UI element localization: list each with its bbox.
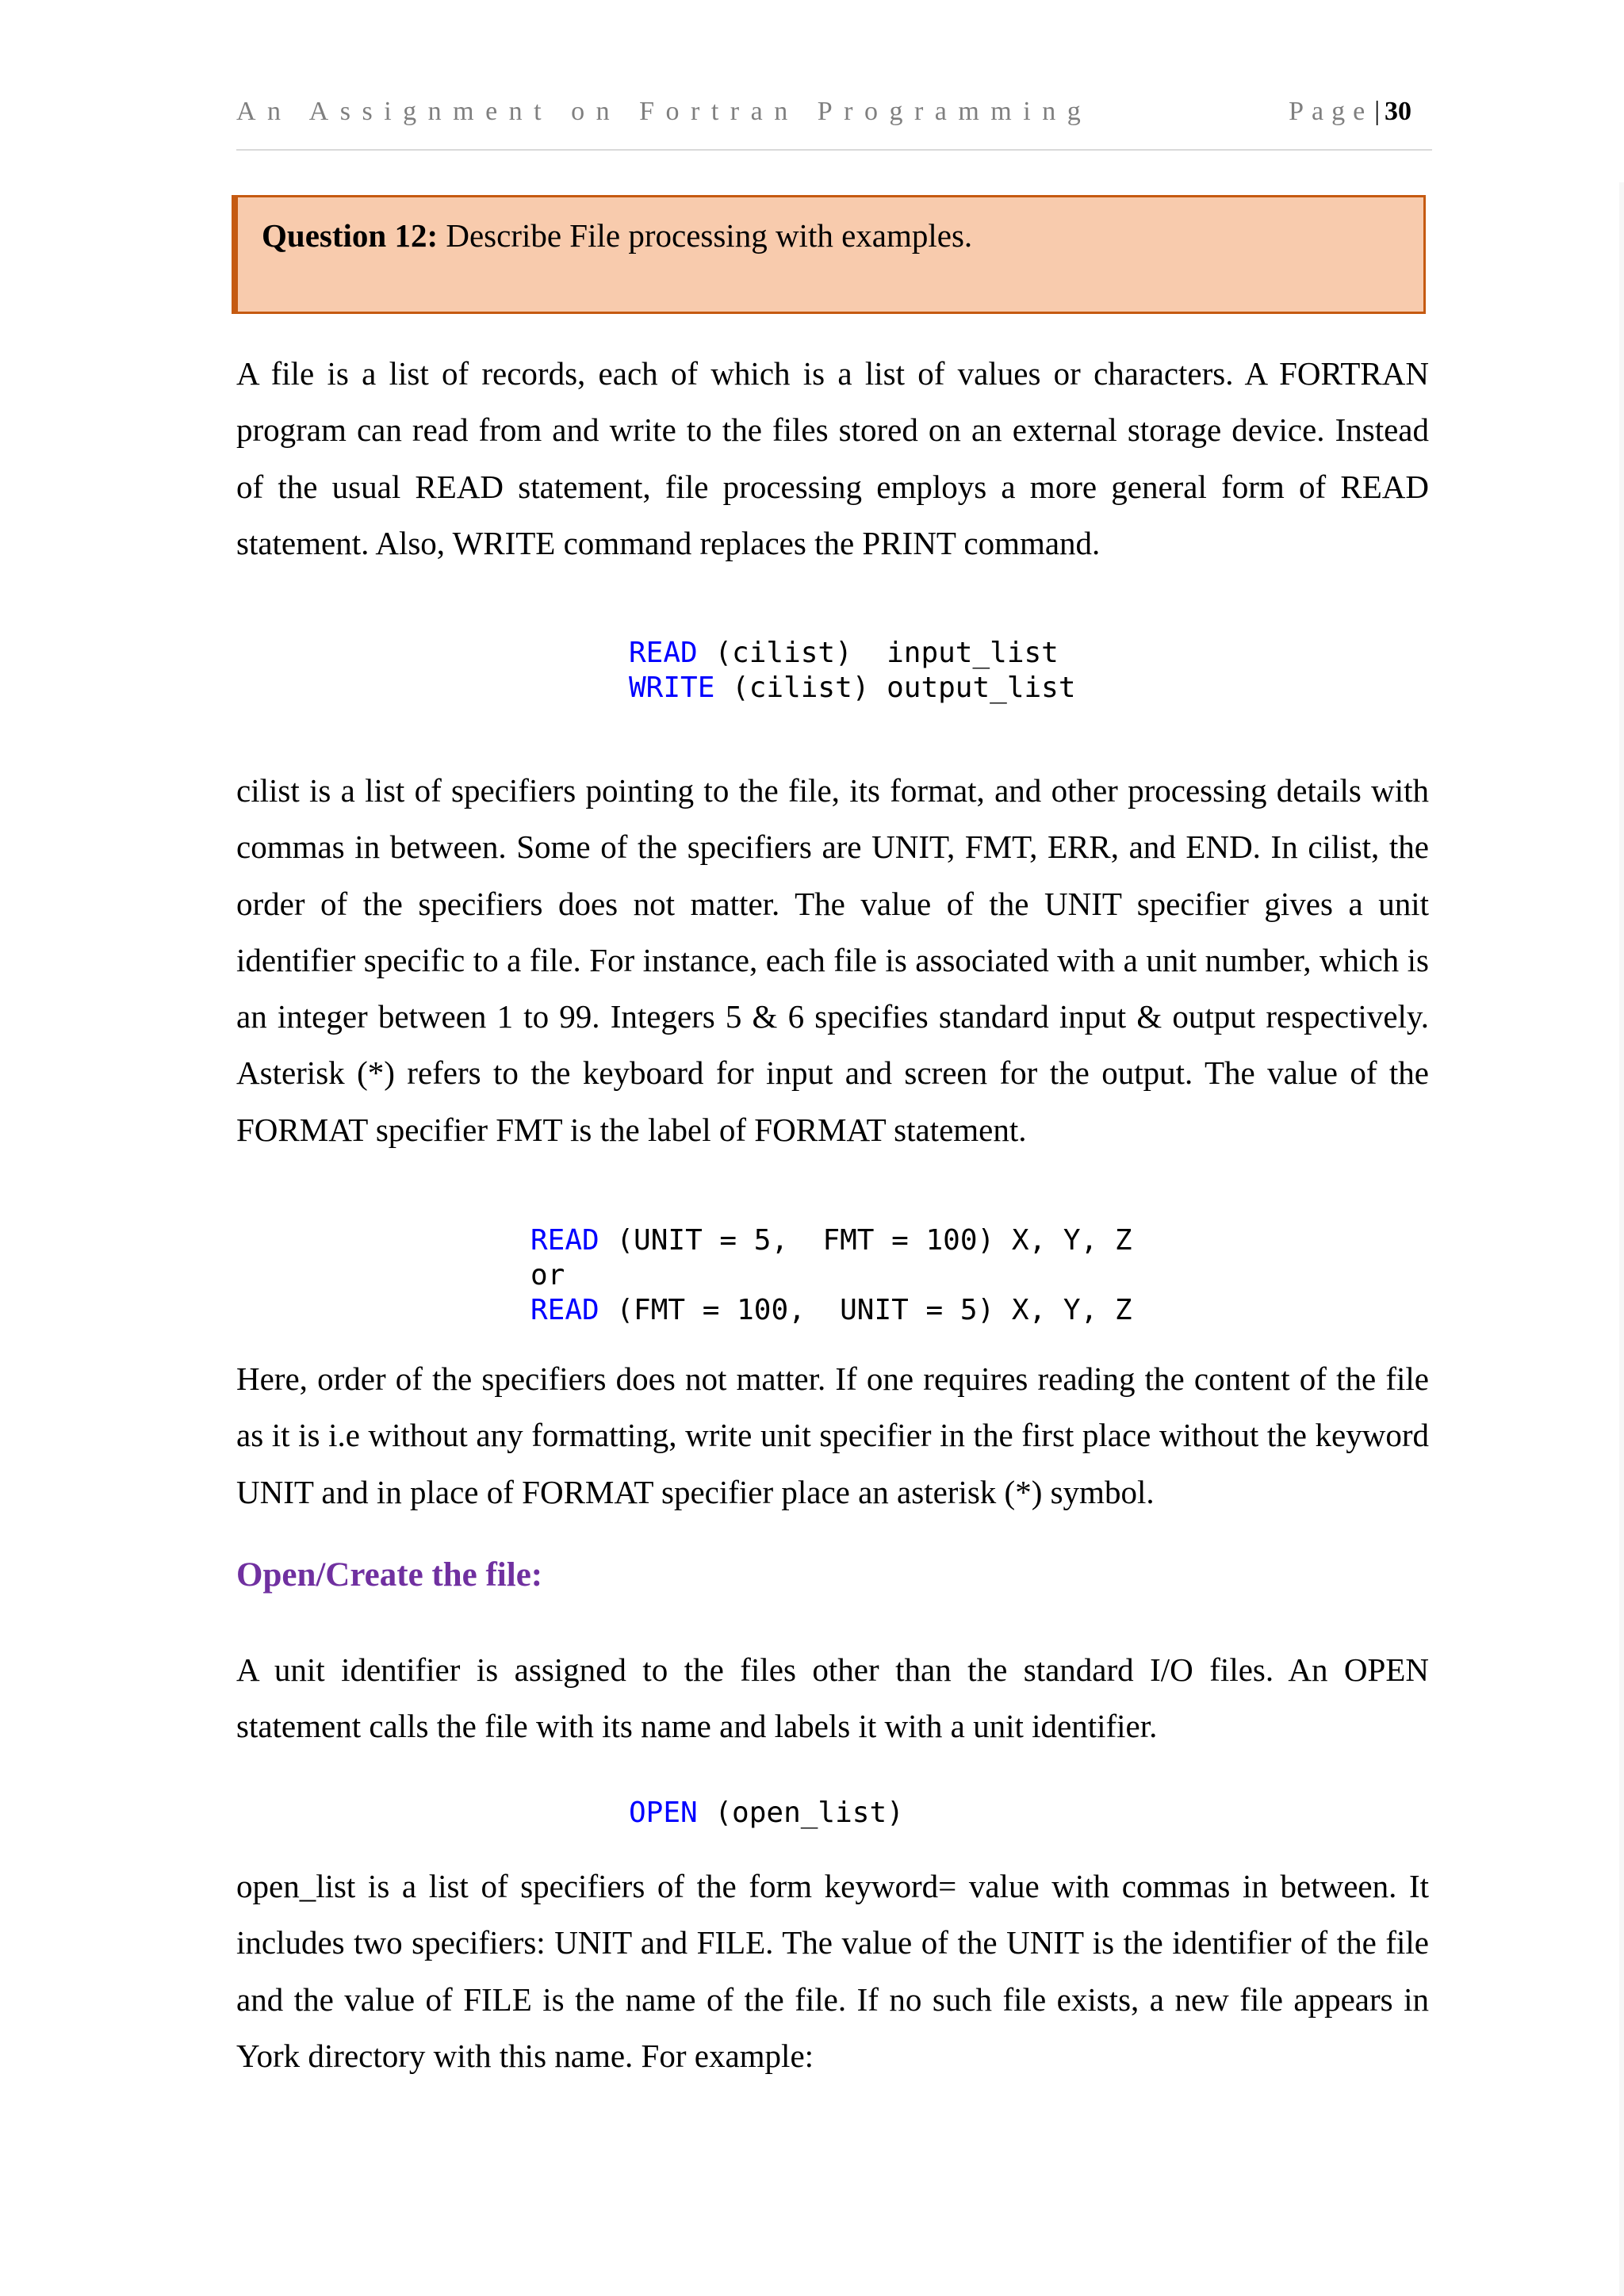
question-box [232,195,1426,314]
code-text: (open_list) [697,1797,904,1829]
question-text [262,216,972,254]
paragraph-order: Here, order of the specifiers does not matter. If one requires reading the content of the file as it is i.e without any formatting, write unit specifier in the first place without the keyword UNIT and in place of FORMAT specifier place an asterisk (*) symbol. [236,1360,1429,1510]
page-header [236,94,1432,151]
code-text: (FMT = 100, UNIT = 5) X, Y, Z [599,1294,1132,1326]
paragraph-cilist: cilist is a list of specifiers pointing to the file, its format, and other processing details with commas in between. Some of the specifiers are UNIT, FMT, ERR, and END. In cilist, the order of the specifiers does not matter. The value of the UNIT specifier gives a unit identifier specific to a file. For instance, each file is associated with a unit number, which is an integer between 1 to 99. Integers 5 & 6 specifies standard input & output respectively. Asterisk (*) refers to the keyboard for input and screen for the output. The value of the FORMAT specifier FMT is the label of FORMAT statement. [236,772,1429,1148]
code-text: or [530,1259,565,1292]
header-page-info [1289,97,1411,127]
paragraph-unit-identifier: A unit identifier is assigned to the files other than the standard I/O files. An OPEN statement calls the file with its name and labels it with a unit identifier. [236,1651,1429,1745]
code-keyword: READ [530,1294,599,1326]
code-keyword: WRITE [629,672,715,704]
header-title: An Assignment on Fortran Programming [236,97,1093,126]
code-text: (UNIT = 5, FMT = 100) X, Y, Z [599,1224,1132,1257]
header-separator: | [1374,97,1380,126]
paragraph-intro: A file is a list of records, each of which is a list of values or characters. A FORTRAN program can read from and write to the files stored on an external storage device. Instead of the usual READ statement, file processing employs a more general form of READ statement. Also, WRITE command replaces the PRINT command. [236,355,1429,561]
page-number: 30 [1385,97,1411,126]
code-keyword: READ [629,637,698,669]
code-keyword: OPEN [629,1797,698,1829]
question-label: Question 12: [262,217,439,254]
section-heading: Open/Create the file: [236,1556,543,1594]
code-block-open [629,1796,904,1831]
paragraph-open-list: open_list is a list of specifiers of the form keyword= value with commas in between. It includes two specifiers: UNIT and FILE. The value of the UNIT is the identifier of the file and the value of FILE is the name of the file. If no such file exists, a new file appears in York directory with this name. For example: [236,1868,1429,2074]
code-keyword: READ [530,1224,599,1257]
code-text: (cilist) input_list [697,637,1059,669]
code-block-read-write [629,636,1076,706]
header-page-label: Page [1289,97,1373,126]
question-body: Describe File processing with examples. [438,217,973,254]
code-text: (cilist) output_list [714,672,1076,704]
page-edge-shadow [1619,182,1624,2296]
code-block-read-example [530,1223,1132,1328]
